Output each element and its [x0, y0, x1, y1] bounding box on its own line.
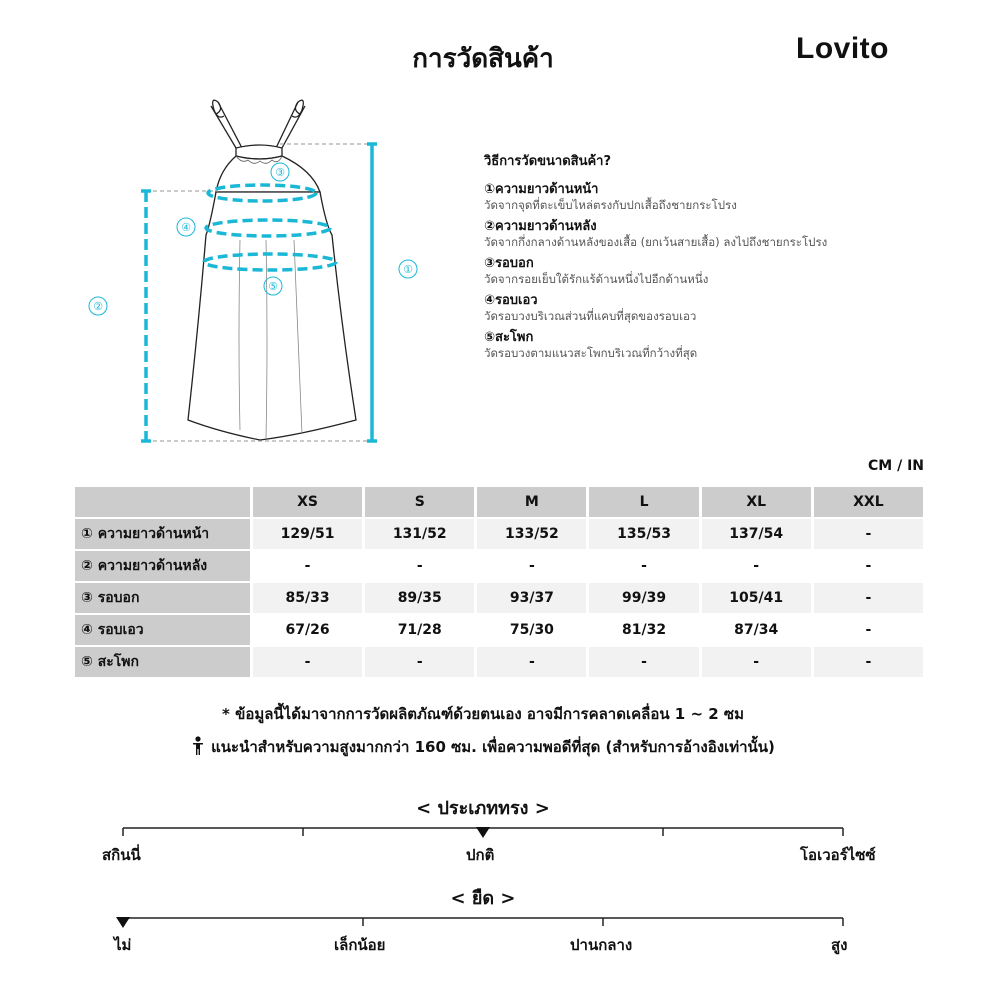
table-cell: - — [477, 551, 586, 581]
instruction-desc: วัดจากรอยเย็บใต้รักแร้ด้านหนึ่งไปอีกด้านหนึ่ง — [484, 272, 709, 286]
table-cell: - — [365, 551, 474, 581]
table-row — [75, 519, 923, 549]
instruction-desc: วัดจากจุดที่ตะเข็บไหล่ตรงกับปกเสื้อถึงชายกระโปรง — [484, 198, 737, 212]
table-header-row — [75, 487, 923, 517]
fit-scale — [0, 818, 1000, 842]
height-tip-row — [0, 735, 966, 760]
table-cell: - — [253, 551, 362, 581]
table-cell: - — [814, 519, 923, 549]
stretch-selected-marker — [116, 917, 130, 928]
instruction-name: ④รอบเอว — [484, 293, 538, 308]
table-cell: 87/34 — [702, 615, 811, 645]
table-cell: 93/37 — [477, 583, 586, 613]
row-label: ⑤ สะโพก — [75, 647, 250, 677]
table-cell: 99/39 — [589, 583, 698, 613]
table-cell: 129/51 — [253, 519, 362, 549]
row-label: ③ รอบอก — [75, 583, 250, 613]
unit-label: CM / IN — [868, 458, 924, 474]
instruction-desc: วัดจากกึ่งกลางด้านหลังของเสื้อ (ยกเว้นสายเสื้อ) ลงไปถึงชายกระโปรง — [484, 235, 828, 249]
instruction-name: ③รอบอก — [484, 256, 534, 271]
table-cell: - — [477, 647, 586, 677]
size-header: XS — [253, 487, 362, 517]
instruction-hip — [484, 329, 924, 361]
table-cell: - — [702, 647, 811, 677]
person-icon — [191, 736, 205, 760]
table-cell: - — [814, 551, 923, 581]
fit-selected-marker — [476, 827, 490, 838]
table-cell: 85/33 — [253, 583, 362, 613]
table-cell: - — [253, 647, 362, 677]
table-row — [75, 615, 923, 645]
measurement-instructions — [484, 150, 924, 366]
size-header: L — [589, 487, 698, 517]
height-tip: แนะนำสำหรับความสูงมากกว่า 160 ซม. เพื่อความพอดีที่สุด (สำหรับการอ้างอิงเท่านั้น) — [211, 738, 775, 756]
instruction-bust — [484, 255, 924, 287]
table-cell: - — [589, 647, 698, 677]
table-cell: - — [814, 615, 923, 645]
instruction-back-length — [484, 218, 924, 250]
table-cell: - — [589, 551, 698, 581]
row-label: ① ความยาวด้านหน้า — [75, 519, 250, 549]
table-row — [75, 583, 923, 613]
marker-4: ④ — [181, 221, 191, 234]
size-header: S — [365, 487, 474, 517]
table-cell: 71/28 — [365, 615, 474, 645]
stretch-label-high: สูง — [831, 936, 848, 954]
instruction-desc: วัดรอบวงตามแนวสะโพกบริเวณที่กว้างที่สุด — [484, 346, 698, 360]
stretch-label-medium: ปานกลาง — [570, 936, 633, 954]
row-label: ② ความยาวด้านหลัง — [75, 551, 250, 581]
fit-scale-title: < ประเภททรง > — [416, 798, 550, 819]
stretch-label-slight: เล็กน้อย — [334, 936, 386, 954]
instructions-heading: วิธีการวัดขนาดสินค้า? — [484, 154, 612, 169]
instruction-waist — [484, 292, 924, 324]
size-header: M — [477, 487, 586, 517]
marker-2: ② — [93, 300, 103, 313]
table-cell: - — [814, 583, 923, 613]
fit-label-regular: ปกติ — [466, 846, 495, 864]
brand-logo: Lovito — [796, 32, 889, 65]
dress-measurement-diagram — [70, 90, 440, 455]
instruction-name: ①ความยาวด้านหน้า — [484, 182, 599, 197]
stretch-scale-title: < ยืด > — [450, 888, 516, 909]
stretch-scale — [0, 908, 1000, 932]
table-cell: - — [365, 647, 474, 677]
disclaimer-note: * ข้อมูลนี้ได้มาจากการวัดผลิตภัณฑ์ด้วยตนเอง อาจมีการคลาดเคลื่อน 1 ~ 2 ซม — [222, 705, 744, 723]
fit-label-oversize: โอเวอร์ไซซ์ — [800, 846, 876, 864]
table-cell: 75/30 — [477, 615, 586, 645]
table-cell: 67/26 — [253, 615, 362, 645]
table-cell: 89/35 — [365, 583, 474, 613]
table-cell: 135/53 — [589, 519, 698, 549]
table-cell: 137/54 — [702, 519, 811, 549]
fit-label-skinny: สกินนี่ — [102, 846, 141, 864]
marker-5: ⑤ — [268, 280, 278, 293]
page-title: การวัดสินค้า — [412, 44, 554, 74]
size-header: XL — [702, 487, 811, 517]
table-row — [75, 551, 923, 581]
size-header: XXL — [814, 487, 923, 517]
table-cell: 105/41 — [702, 583, 811, 613]
instruction-name: ②ความยาวด้านหลัง — [484, 219, 597, 234]
header-corner — [75, 487, 250, 517]
row-label: ④ รอบเอว — [75, 615, 250, 645]
marker-3: ③ — [275, 166, 285, 179]
instruction-name: ⑤สะโพก — [484, 330, 534, 345]
instruction-desc: วัดรอบวงบริเวณส่วนที่แคบที่สุดของรอบเอว — [484, 309, 697, 323]
table-cell: 131/52 — [365, 519, 474, 549]
stretch-label-none: ไม่ — [114, 936, 132, 954]
size-chart-table — [72, 485, 926, 679]
table-cell: 133/52 — [477, 519, 586, 549]
marker-1: ① — [403, 263, 413, 276]
table-cell: - — [702, 551, 811, 581]
instruction-front-length — [484, 181, 924, 213]
table-cell: - — [814, 647, 923, 677]
table-row — [75, 647, 923, 677]
table-cell: 81/32 — [589, 615, 698, 645]
